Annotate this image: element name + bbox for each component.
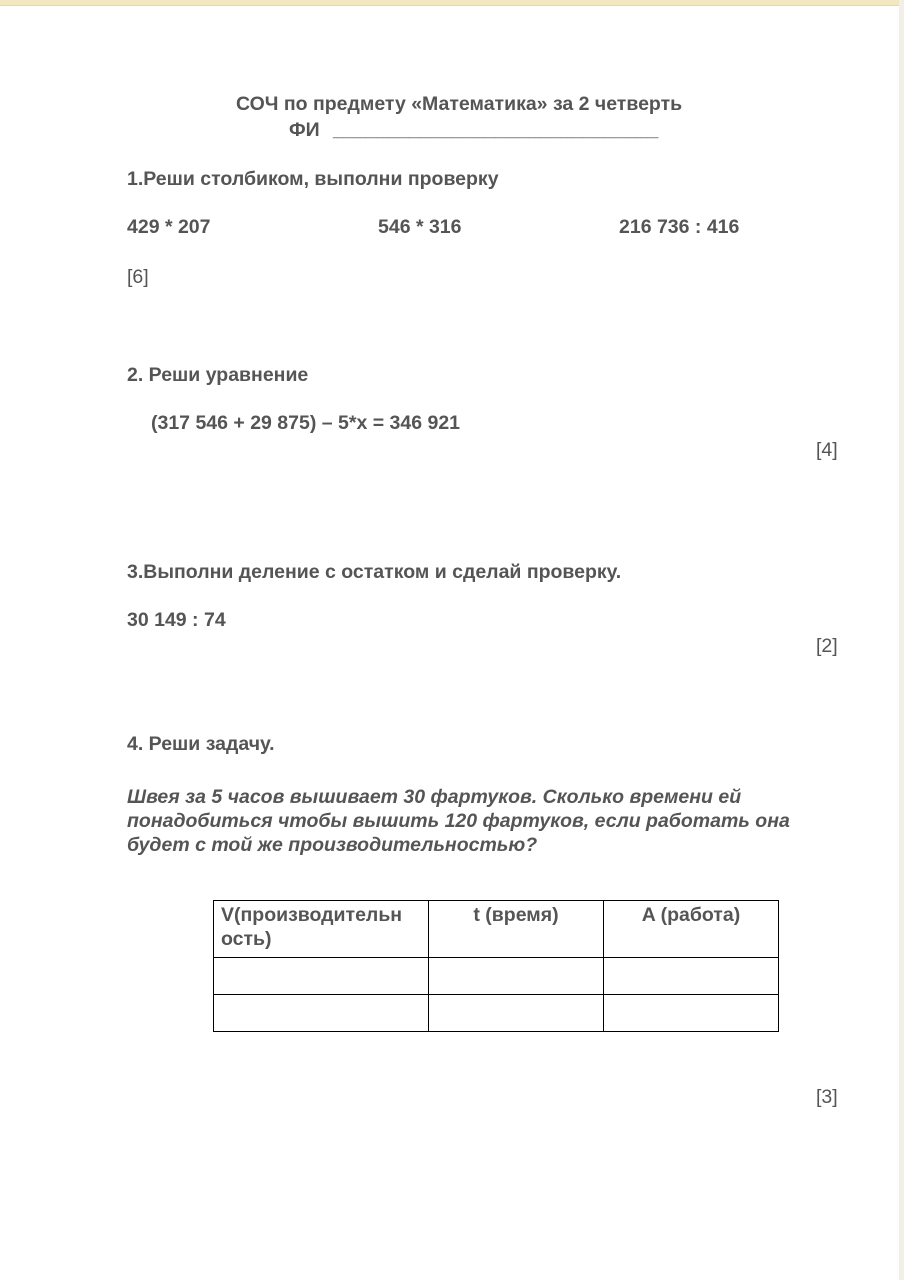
document-title: СОЧ по предмету «Математика» за 2 четверть xyxy=(236,93,683,115)
task2-heading: 2. Реши уравнение xyxy=(127,364,309,386)
task4-problem-text: Швея за 5 часов вышивает 30 фартуков. Сколько времени ей понадобиться чтобы вышить 120 фартуков, если работать она будет с той же производительностью? xyxy=(127,786,790,856)
fi-label: ФИ xyxy=(289,119,320,141)
fi-name-line: ______________________________ xyxy=(333,119,659,141)
table-cell[interactable] xyxy=(214,995,429,1032)
task3-expression: 30 149 : 74 xyxy=(127,609,226,631)
table-header-productivity: V(производительн ость) xyxy=(214,901,429,958)
task1-expression-2: 546 * 316 xyxy=(378,216,462,238)
table-row xyxy=(214,958,779,995)
task2-score: [4] xyxy=(816,439,838,461)
task1-expression-1: 429 * 207 xyxy=(127,216,211,238)
document-page xyxy=(0,6,899,1280)
table-cell[interactable] xyxy=(429,958,604,995)
page-right-edge xyxy=(899,0,904,1280)
work-table xyxy=(213,900,779,1032)
task3-score: [2] xyxy=(816,635,838,657)
table-cell[interactable] xyxy=(214,958,429,995)
task1-expression-3: 216 736 : 416 xyxy=(619,216,740,238)
task1-heading: 1.Реши столбиком, выполни проверку xyxy=(127,168,499,190)
table-row xyxy=(214,995,779,1032)
task4-heading: 4. Реши задачу. xyxy=(127,733,275,755)
task2-equation: (317 546 + 29 875) – 5*x = 346 921 xyxy=(151,412,461,434)
table-cell[interactable] xyxy=(429,995,604,1032)
task1-score: [6] xyxy=(127,266,149,288)
table-header-work: A (работа) xyxy=(604,901,779,958)
table-header-time: t (время) xyxy=(429,901,604,958)
table-cell[interactable] xyxy=(604,958,779,995)
task3-heading: 3.Выполни деление с остатком и сделай проверку. xyxy=(127,561,622,583)
table-header-row xyxy=(214,901,779,958)
task4-score: [3] xyxy=(816,1086,838,1108)
table-cell[interactable] xyxy=(604,995,779,1032)
